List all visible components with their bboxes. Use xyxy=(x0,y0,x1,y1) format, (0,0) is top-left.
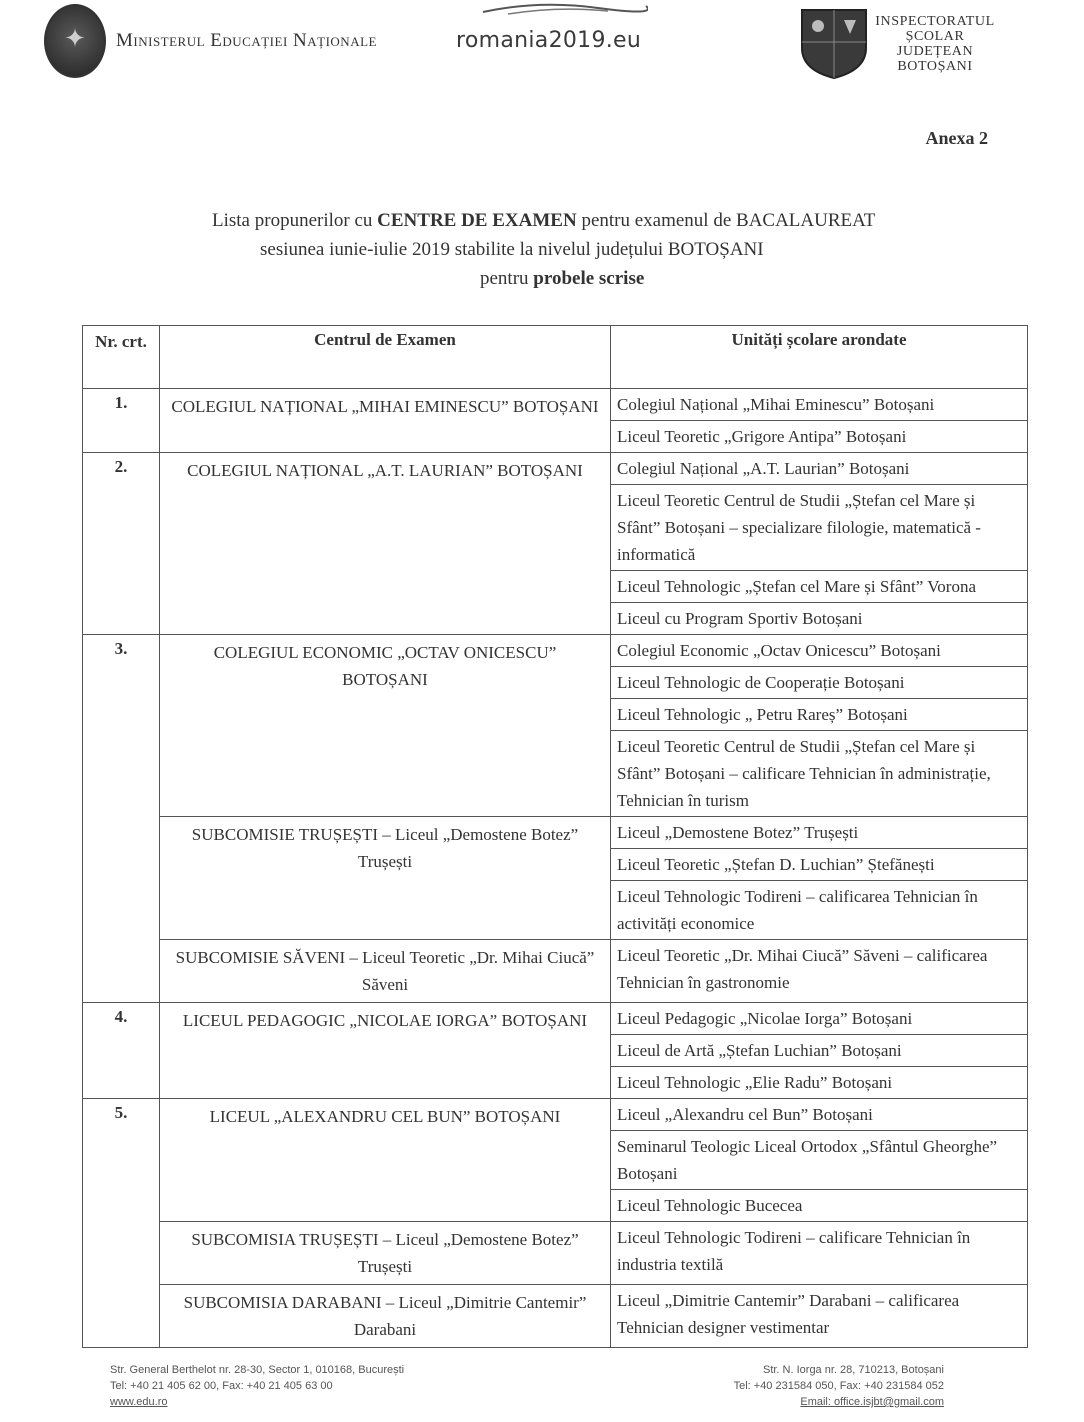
romania2019-site: romania2019.eu xyxy=(456,28,642,53)
table-header-row xyxy=(83,326,1028,389)
header-units: Unități școlare arondate xyxy=(611,326,1028,389)
document-title: Lista propunerilor cu CENTRE DE EXAMEN pentru examenul de BACALAUREAT sesiunea iunie-iulie 2019 stabilite la nivelul județului BOTOȘANI pentru probele scrise xyxy=(212,210,876,289)
exam-center-name: LICEUL „ALEXANDRU CEL BUN” BOTOȘANI xyxy=(160,1099,611,1222)
table-row xyxy=(83,1099,1028,1131)
row-number: 3. xyxy=(83,635,160,1003)
exam-center-name: COLEGIUL ECONOMIC „OCTAV ONICESCU” BOTOȘANI xyxy=(160,635,611,817)
assigned-school-unit: Seminarul Teologic Liceal Ortodox „Sfântul Gheorghe” Botoșani xyxy=(611,1131,1028,1190)
isj-email-link[interactable]: Email: office.isjbt@gmail.com xyxy=(800,1396,944,1408)
botosani-shield-icon xyxy=(800,8,868,80)
header-center: Centrul de Examen xyxy=(160,326,611,389)
exam-center-name: SUBCOMISIE SĂVENI – Liceul Teoretic „Dr. Mihai Ciucă” Săveni xyxy=(160,940,611,1003)
table-row xyxy=(83,940,1028,1003)
table-row xyxy=(83,635,1028,667)
assigned-school-unit: Liceul Teoretic Centrul de Studii „Ștefan cel Mare și Sfânt” Botoșani – specializare filologie, matematică - informatică xyxy=(611,485,1028,571)
table-row xyxy=(83,1222,1028,1285)
table-row xyxy=(83,817,1028,849)
annex-label: Anexa 2 xyxy=(925,128,988,148)
assigned-school-unit: Liceul Teoretic „Ștefan D. Luchian” Ștefănești xyxy=(611,849,1028,881)
assigned-school-unit: Colegiul Național „Mihai Eminescu” Botoșani xyxy=(611,389,1028,421)
assigned-school-unit: Liceul Teoretic Centrul de Studii „Ștefan cel Mare și Sfânt” Botoșani – calificare Tehnician în administrație, Tehnician în turism xyxy=(611,731,1028,817)
exam-center-name: SUBCOMISIE TRUȘEȘTI – Liceul „Demostene Botez” Trușești xyxy=(160,817,611,940)
assigned-school-unit: Liceul Tehnologic Todireni – calificare Tehnician în industria textilă xyxy=(611,1222,1028,1285)
table-row xyxy=(83,1003,1028,1035)
assigned-school-unit: Liceul Pedagogic „Nicolae Iorga” Botoșani xyxy=(611,1003,1028,1035)
assigned-school-unit: Liceul de Artă „Ștefan Luchian” Botoșani xyxy=(611,1035,1028,1067)
exam-center-name: COLEGIUL NAȚIONAL „MIHAI EMINESCU” BOTOȘANI xyxy=(160,389,611,453)
exam-centers-table xyxy=(82,325,1028,1348)
row-number: 5. xyxy=(83,1099,160,1348)
romania-coat-of-arms-icon: ✦ xyxy=(44,4,106,78)
assigned-school-unit: Colegiul Național „A.T. Laurian” Botoșani xyxy=(611,453,1028,485)
letterhead xyxy=(0,0,1084,110)
assigned-school-unit: Liceul Tehnologic „Elie Radu” Botoșani xyxy=(611,1067,1028,1099)
assigned-school-unit: Liceul Tehnologic „ Petru Rareș” Botoșani xyxy=(611,699,1028,731)
footer-isj-address: Str. N. Iorga nr. 28, 710213, Botoșani Tel: +40 231584 050, Fax: +40 231584 052 Email: office.isjbt@gmail.com xyxy=(733,1364,944,1408)
assigned-school-unit: Liceul Tehnologic de Cooperație Botoșani xyxy=(611,667,1028,699)
table-row xyxy=(83,453,1028,485)
table-row xyxy=(83,1285,1028,1348)
row-number: 1. xyxy=(83,389,160,453)
assigned-school-unit: Liceul „Dimitrie Cantemir” Darabani – calificarea Tehnician designer vestimentar xyxy=(611,1285,1028,1348)
assigned-school-unit: Colegiul Economic „Octav Onicescu” Botoșani xyxy=(611,635,1028,667)
row-number: 4. xyxy=(83,1003,160,1099)
assigned-school-unit: Liceul Tehnologic Todireni – calificarea Tehnician în activități economice xyxy=(611,881,1028,940)
inspectorate-name: INSPECTORATUL ȘCOLAR JUDEȚEAN BOTOȘANI xyxy=(875,14,995,74)
exam-center-name: SUBCOMISIA DARABANI – Liceul „Dimitrie Cantemir” Darabani xyxy=(160,1285,611,1348)
assigned-school-unit: Liceul cu Program Sportiv Botoșani xyxy=(611,603,1028,635)
exam-center-name: COLEGIUL NAȚIONAL „A.T. LAURIAN” BOTOȘANI xyxy=(160,453,611,635)
exam-center-name: SUBCOMISIA TRUȘEȘTI – Liceul „Demostene Botez” Trușești xyxy=(160,1222,611,1285)
assigned-school-unit: Liceul „Demostene Botez” Trușești xyxy=(611,817,1028,849)
table-row xyxy=(83,389,1028,421)
footer-ministry-address: Str. General Berthelot nr. 28-30, Sector 1, 010168, București Tel: +40 21 405 62 00, Fax: +40 21 405 63 00 www.edu.ro xyxy=(110,1364,405,1408)
assigned-school-unit: Liceul „Alexandru cel Bun” Botoșani xyxy=(611,1099,1028,1131)
ministry-website-link[interactable]: www.edu.ro xyxy=(110,1396,168,1408)
ministry-name: Ministerul Educației Naționale xyxy=(116,30,377,51)
exam-center-name: LICEUL PEDAGOGIC „NICOLAE IORGA” BOTOȘANI xyxy=(160,1003,611,1099)
assigned-school-unit: Liceul Tehnologic Bucecea xyxy=(611,1190,1028,1222)
assigned-school-unit: Liceul Tehnologic „Ștefan cel Mare și Sfânt” Vorona xyxy=(611,571,1028,603)
header-nr: Nr. crt. xyxy=(83,326,160,389)
assigned-school-unit: Liceul Teoretic „Grigore Antipa” Botoșani xyxy=(611,421,1028,453)
row-number: 2. xyxy=(83,453,160,635)
assigned-school-unit: Liceul Teoretic „Dr. Mihai Ciucă” Săveni – calificarea Tehnician în gastronomie xyxy=(611,940,1028,1003)
